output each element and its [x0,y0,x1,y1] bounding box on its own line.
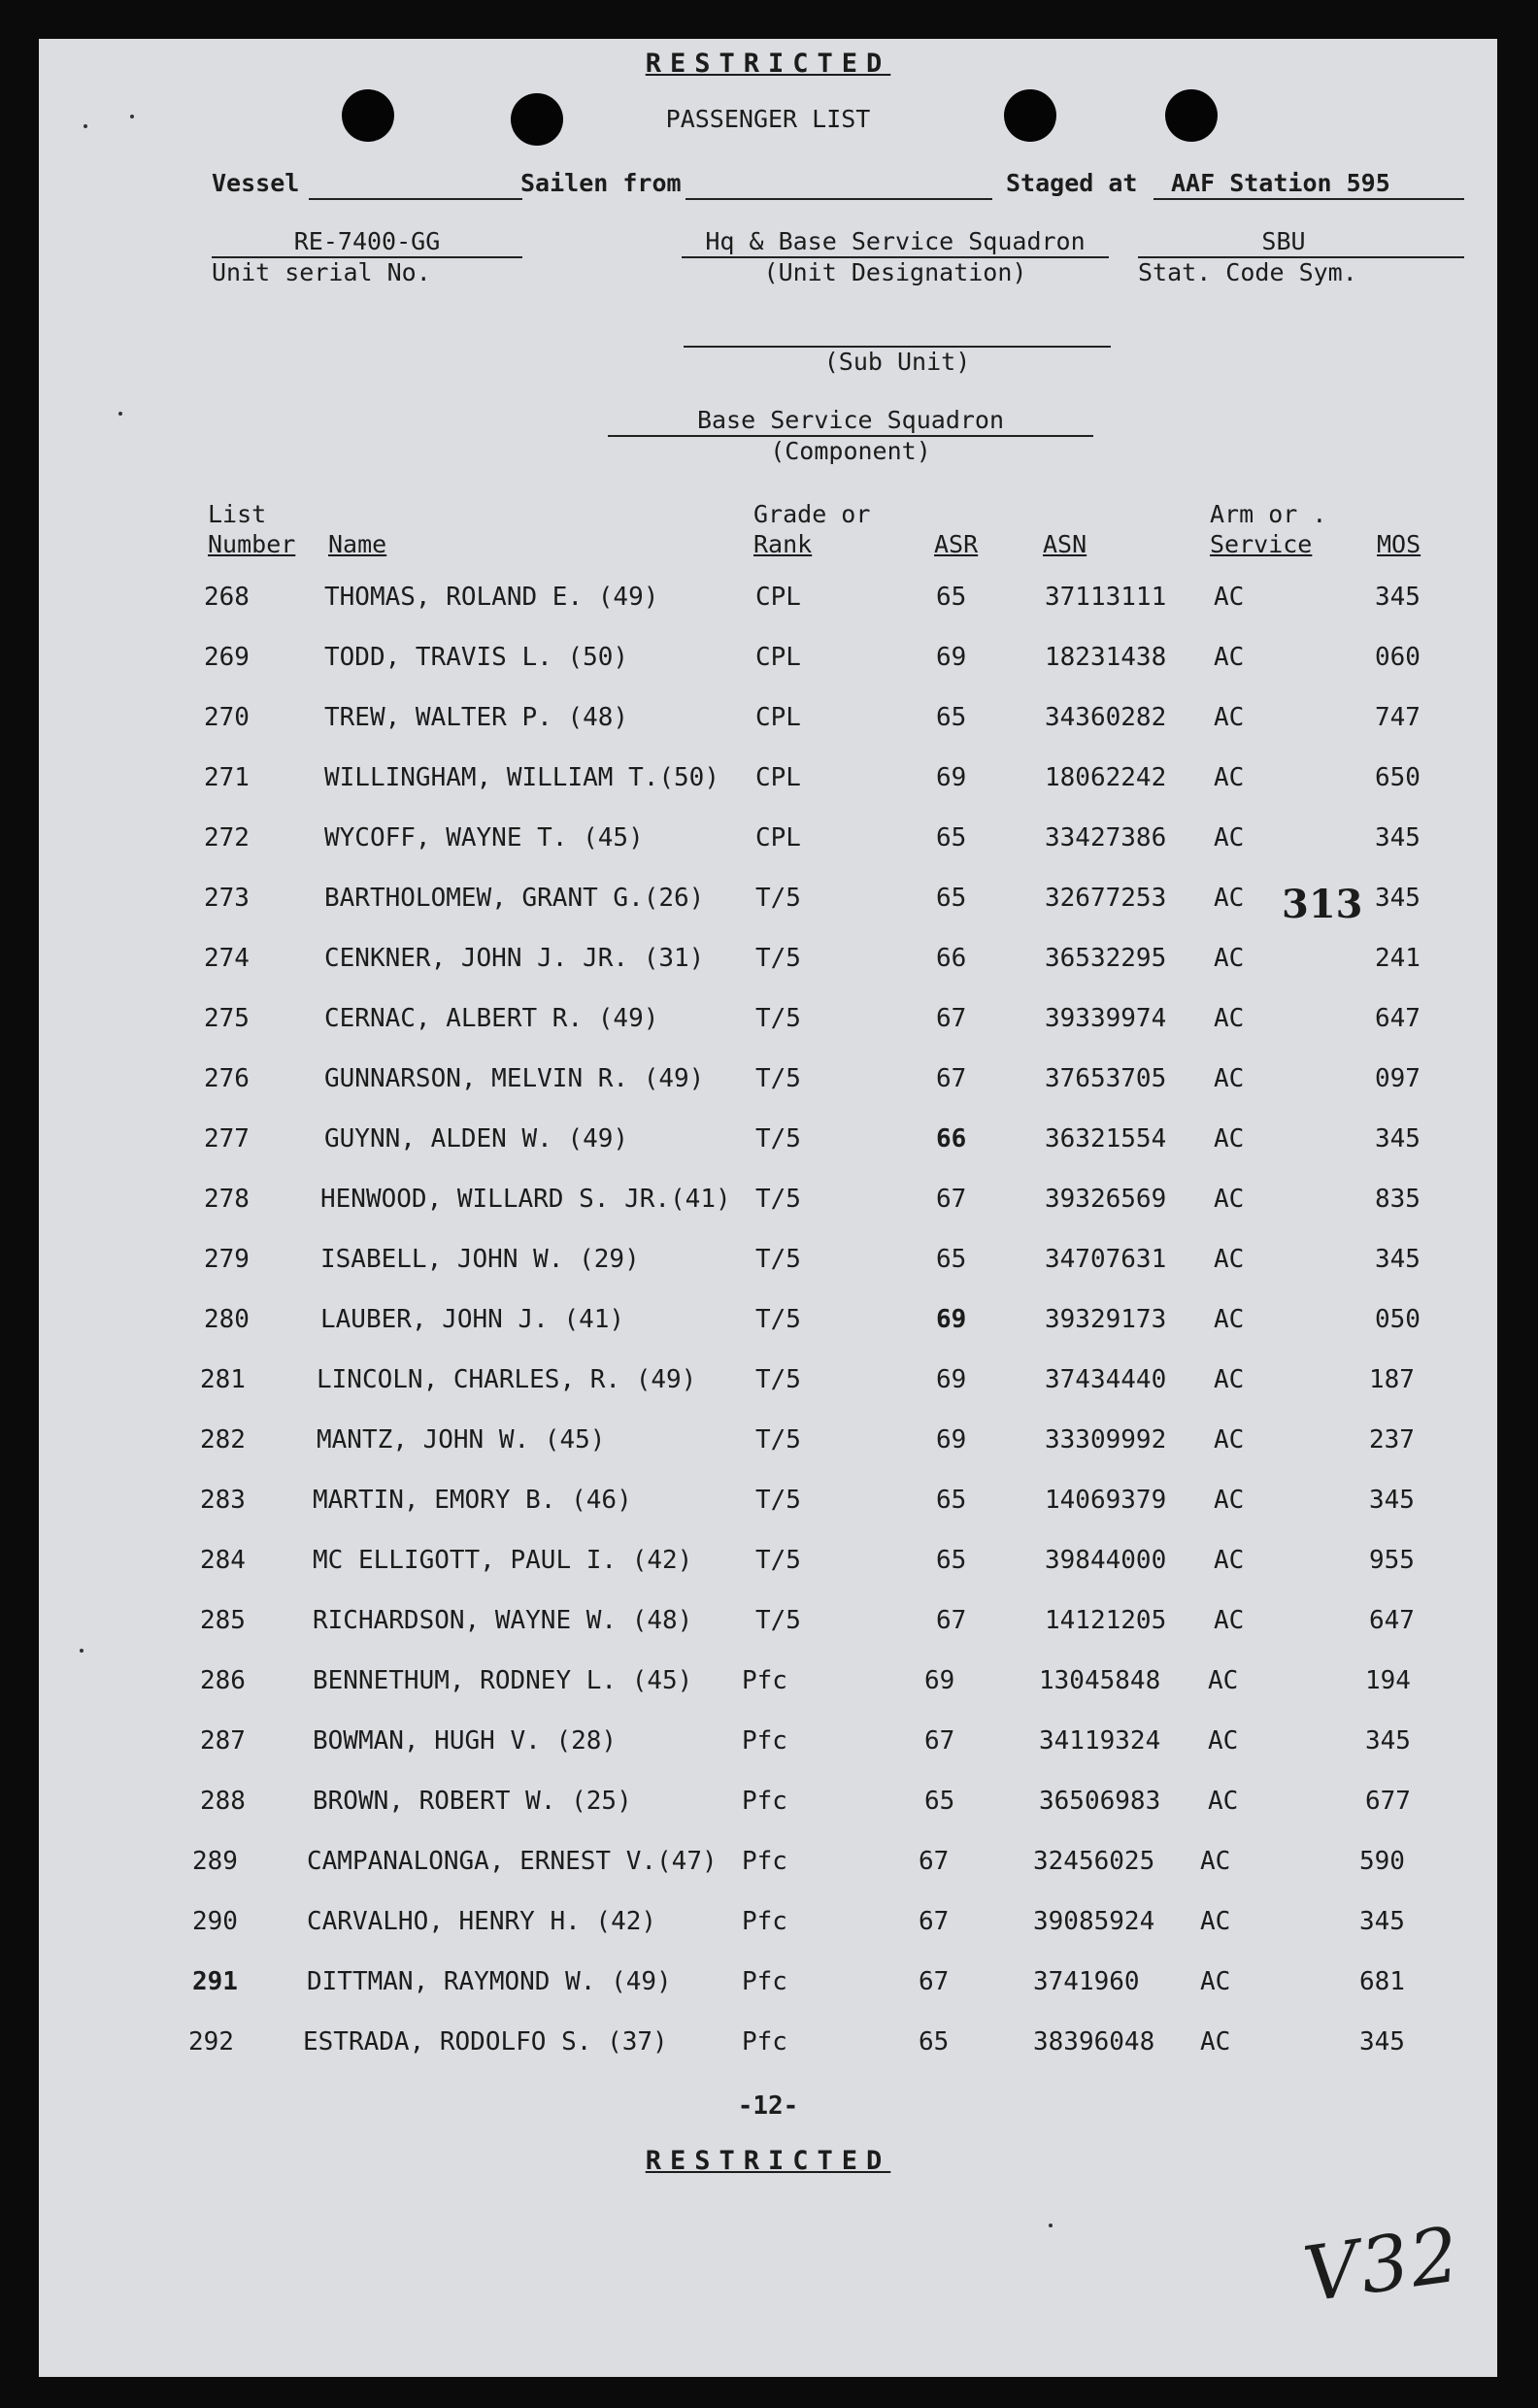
asn: 34360282 [1045,703,1167,732]
sailed-from-label: Sailen from [520,169,682,197]
asn: 39326569 [1045,1185,1167,1214]
passenger-name: BARTHOLOMEW, GRANT G.(26) [324,884,705,913]
arm-service: AC [1214,823,1245,853]
vessel-line [309,198,522,200]
asr: 67 [936,1185,967,1214]
punch-hole [1004,89,1056,142]
asn: 32456025 [1033,1847,1155,1876]
grade: T/5 [755,1546,801,1575]
list-number: 286 [200,1666,246,1695]
grade: Pfc [742,1787,787,1816]
table-row [39,1847,1497,1886]
document-title: PASSENGER LIST [665,105,871,133]
asr: 65 [936,1486,967,1515]
col-header-asn: ASN [1043,530,1087,558]
grade: T/5 [755,944,801,973]
col-header-asr: ASR [934,530,979,558]
arm-service: AC [1200,2027,1231,2057]
punch-hole [511,93,563,146]
passenger-name: LAUBER, JOHN J. (41) [320,1305,625,1334]
table-row [39,1004,1497,1043]
arm-service: AC [1208,1787,1239,1816]
arm-service: AC [1214,1185,1245,1214]
table-row [39,1305,1497,1344]
mos: 050 [1375,1305,1421,1334]
component-label: (Component) [770,437,931,465]
arm-service: AC [1214,763,1245,792]
mos: 194 [1365,1666,1411,1695]
mos: 345 [1375,823,1421,853]
list-number: 280 [204,1305,250,1334]
asr: 69 [936,1305,967,1334]
table-row [39,1185,1497,1223]
grade: CPL [755,583,801,612]
passenger-name: MANTZ, JOHN W. (45) [317,1425,606,1455]
grade: T/5 [755,1185,801,1214]
unit-designation-value: Hq & Base Service Squadron [705,227,1086,255]
asr: 67 [919,1907,950,1936]
passenger-name: DITTMAN, RAYMOND W. (49) [307,1967,672,1996]
grade: T/5 [755,1305,801,1334]
grade: Pfc [742,2027,787,2057]
grade: T/5 [755,1365,801,1394]
arm-service: AC [1200,1907,1231,1936]
passenger-name: ESTRADA, RODOLFO S. (37) [303,2027,668,2057]
grade: T/5 [755,1004,801,1033]
speck [1049,2224,1053,2227]
arm-service: AC [1214,1245,1245,1274]
mos: 345 [1375,1245,1421,1274]
asr: 66 [936,944,967,973]
sailed-from-line [685,198,992,200]
arm-service: AC [1214,1425,1245,1455]
asr: 65 [919,2027,950,2057]
restricted-footer: RESTRICTED [645,2146,891,2176]
table-row [39,944,1497,983]
asn: 18062242 [1045,763,1167,792]
table-row [39,1486,1497,1524]
mos: 097 [1375,1064,1421,1093]
punch-hole [342,89,394,142]
asn: 38396048 [1033,2027,1155,2057]
stat-code-value: SBU [1261,227,1306,255]
mos: 650 [1375,763,1421,792]
arm-service: AC [1214,1124,1245,1154]
mos: 681 [1359,1967,1405,1996]
passenger-name: TODD, TRAVIS L. (50) [324,643,629,672]
arm-service: AC [1214,643,1245,672]
table-row [39,583,1497,621]
list-number: 288 [200,1787,246,1816]
asr: 65 [924,1787,955,1816]
asr: 67 [919,1847,950,1876]
asr: 65 [936,1546,967,1575]
speck [118,412,122,416]
arm-service: AC [1214,1064,1245,1093]
asr: 67 [936,1064,967,1093]
speck [80,1649,84,1653]
table-row [39,1606,1497,1645]
table-row [39,1124,1497,1163]
asn: 36321554 [1045,1124,1167,1154]
list-number: 272 [204,823,250,853]
mos: 647 [1375,1004,1421,1033]
asr: 69 [936,763,967,792]
grade: T/5 [755,1124,801,1154]
grade: Pfc [742,1847,787,1876]
list-number: 278 [204,1185,250,1214]
unit-serial-value: RE-7400-GG [293,227,441,255]
table-row [39,643,1497,682]
arm-service: AC [1214,1546,1245,1575]
staged-at-line [1154,198,1464,200]
passenger-name: BENNETHUM, RODNEY L. (45) [313,1666,693,1695]
sub-unit-label: (Sub Unit) [823,348,971,376]
list-number: 290 [192,1907,238,1936]
passenger-name: MC ELLIGOTT, PAUL I. (42) [313,1546,693,1575]
list-number: 269 [204,643,250,672]
col-header-mos: MOS [1377,530,1421,558]
table-row [39,1245,1497,1284]
speck [84,124,87,128]
list-number: 281 [200,1365,246,1394]
arm-service: AC [1214,944,1245,973]
unit-designation-label: (Unit Designation) [763,258,1027,286]
mos: 345 [1369,1486,1415,1515]
punch-hole [1165,89,1218,142]
arm-service: AC [1214,1305,1245,1334]
arm-service: AC [1214,1004,1245,1033]
passenger-name: CERNAC, ALBERT R. (49) [324,1004,659,1033]
staged-at-label: Staged at [1006,169,1138,197]
arm-service: AC [1208,1726,1239,1756]
asn: 33309992 [1045,1425,1167,1455]
asn: 36506983 [1039,1787,1161,1816]
list-number: 279 [204,1245,250,1274]
asn: 37113111 [1045,583,1167,612]
asr: 69 [936,1425,967,1455]
asn: 34707631 [1045,1245,1167,1274]
asn: 36532295 [1045,944,1167,973]
asr: 67 [924,1726,955,1756]
grade: Pfc [742,1726,787,1756]
list-number: 292 [188,2027,234,2057]
mos: 647 [1369,1606,1415,1635]
asr: 65 [936,823,967,853]
col-header-arm-service [1210,499,1326,559]
passenger-name: GUYNN, ALDEN W. (49) [324,1124,629,1154]
list-number: 282 [200,1425,246,1455]
component-value: Base Service Squadron [696,406,1005,434]
asr: 67 [936,1606,967,1635]
table-row [39,884,1497,922]
passenger-name: BROWN, ROBERT W. (25) [313,1787,632,1816]
passenger-name: BOWMAN, HUGH V. (28) [313,1726,618,1756]
arm-service: AC [1208,1666,1239,1695]
list-number: 285 [200,1606,246,1635]
asr: 67 [919,1967,950,1996]
stat-code-label: Stat. Code Sym. [1138,258,1357,286]
mos: 345 [1375,583,1421,612]
asn: 37653705 [1045,1064,1167,1093]
table-row [39,1907,1497,1946]
list-number: 287 [200,1726,246,1756]
passenger-name: GUNNARSON, MELVIN R. (49) [324,1064,705,1093]
arm-service: AC [1214,884,1245,913]
asr: 65 [936,583,967,612]
table-row [39,1967,1497,2006]
passenger-name: CARVALHO, HENRY H. (42) [307,1907,657,1936]
page-number: -12- [737,2091,799,2121]
grade: CPL [755,643,801,672]
grade: Pfc [742,1907,787,1936]
mos: 241 [1375,944,1421,973]
asr: 67 [936,1004,967,1033]
col-header-arm-line2: Service [1210,530,1313,558]
asn: 39844000 [1045,1546,1167,1575]
list-number: 283 [200,1486,246,1515]
asn: 39339974 [1045,1004,1167,1033]
grade: T/5 [755,884,801,913]
table-row [39,763,1497,802]
table-row [39,1726,1497,1765]
passenger-name: THOMAS, ROLAND E. (49) [324,583,659,612]
arm-service: AC [1214,1365,1245,1394]
table-row [39,1787,1497,1825]
asr: 65 [936,884,967,913]
passenger-name: HENWOOD, WILLARD S. JR.(41) [320,1185,731,1214]
grade: CPL [755,703,801,732]
list-number: 276 [204,1064,250,1093]
grade: CPL [755,763,801,792]
grade: CPL [755,823,801,853]
passenger-name: TREW, WALTER P. (48) [324,703,629,732]
arm-service: AC [1214,703,1245,732]
table-row [39,2027,1497,2066]
grade: T/5 [755,1425,801,1455]
list-number: 275 [204,1004,250,1033]
asr: 69 [936,1365,967,1394]
asn: 3741960 [1033,1967,1140,1996]
col-header-grade [753,499,870,559]
passenger-name: RICHARDSON, WAYNE W. (48) [313,1606,693,1635]
list-number: 284 [200,1546,246,1575]
asr: 66 [936,1124,967,1154]
list-number: 268 [204,583,250,612]
mos: 345 [1359,1907,1405,1936]
arm-service: AC [1214,1486,1245,1515]
mos: 747 [1375,703,1421,732]
col-header-list-number-line1: List [208,500,267,528]
mos: 237 [1369,1425,1415,1455]
vessel-label: Vessel [212,169,300,197]
col-header-list-number-line2: Number [208,530,296,558]
col-header-list-number [208,499,295,559]
asn: 18231438 [1045,643,1167,672]
mos: 955 [1369,1546,1415,1575]
list-number: 271 [204,763,250,792]
asn: 13045848 [1039,1666,1161,1695]
grade: Pfc [742,1666,787,1695]
passenger-name: ISABELL, JOHN W. (29) [320,1245,640,1274]
asr: 69 [924,1666,955,1695]
asn: 32677253 [1045,884,1167,913]
restricted-header: RESTRICTED [645,49,891,79]
document-page [39,39,1497,2377]
table-row [39,1425,1497,1464]
list-number: 277 [204,1124,250,1154]
mos: 590 [1359,1847,1405,1876]
passenger-name: CAMPANALONGA, ERNEST V.(47) [307,1847,718,1876]
asr: 65 [936,703,967,732]
mos: 677 [1365,1787,1411,1816]
grade: T/5 [755,1245,801,1274]
asn: 37434440 [1045,1365,1167,1394]
unit-serial-label: Unit serial No. [212,258,431,286]
arm-service: AC [1214,1606,1245,1635]
table-row [39,1546,1497,1585]
passenger-name: WYCOFF, WAYNE T. (45) [324,823,644,853]
mos: 345 [1375,1124,1421,1154]
grade: T/5 [755,1606,801,1635]
list-number: 274 [204,944,250,973]
asn: 39085924 [1033,1907,1155,1936]
passenger-name: WILLINGHAM, WILLIAM T.(50) [324,763,719,792]
mos: 835 [1375,1185,1421,1214]
table-row [39,703,1497,742]
table-row [39,823,1497,862]
list-number: 291 [192,1967,238,1996]
list-number: 289 [192,1847,238,1876]
grade: T/5 [755,1486,801,1515]
table-row [39,1365,1497,1404]
asn: 33427386 [1045,823,1167,853]
asn: 34119324 [1039,1726,1161,1756]
mos: 187 [1369,1365,1415,1394]
arm-service: AC [1214,583,1245,612]
speck [130,115,134,118]
asr: 69 [936,643,967,672]
table-row [39,1666,1497,1705]
passenger-name: CENKNER, JOHN J. JR. (31) [324,944,705,973]
mos: 060 [1375,643,1421,672]
col-header-arm-line1: Arm or . [1210,500,1327,528]
grade: Pfc [742,1967,787,1996]
asn: 14069379 [1045,1486,1167,1515]
asr: 65 [936,1245,967,1274]
passenger-name: MARTIN, EMORY B. (46) [313,1486,632,1515]
mos: 345 [1359,2027,1405,2057]
mos: 345 [1375,884,1421,913]
grade: T/5 [755,1064,801,1093]
mos: 345 [1365,1726,1411,1756]
list-number: 273 [204,884,250,913]
col-header-grade-line1: Grade or [753,500,871,528]
col-header-grade-line2: Rank [753,530,813,558]
col-header-name: Name [328,530,387,558]
asn: 14121205 [1045,1606,1167,1635]
list-number: 270 [204,703,250,732]
arm-service: AC [1200,1967,1231,1996]
staged-at-value: AAF Station 595 [1171,169,1390,197]
arm-service: AC [1200,1847,1231,1876]
handwritten-mark: V32 [1298,2211,1467,2320]
asn: 39329173 [1045,1305,1167,1334]
table-row [39,1064,1497,1103]
stamped-number: 313 [1282,882,1363,927]
passenger-name: LINCOLN, CHARLES, R. (49) [317,1365,697,1394]
